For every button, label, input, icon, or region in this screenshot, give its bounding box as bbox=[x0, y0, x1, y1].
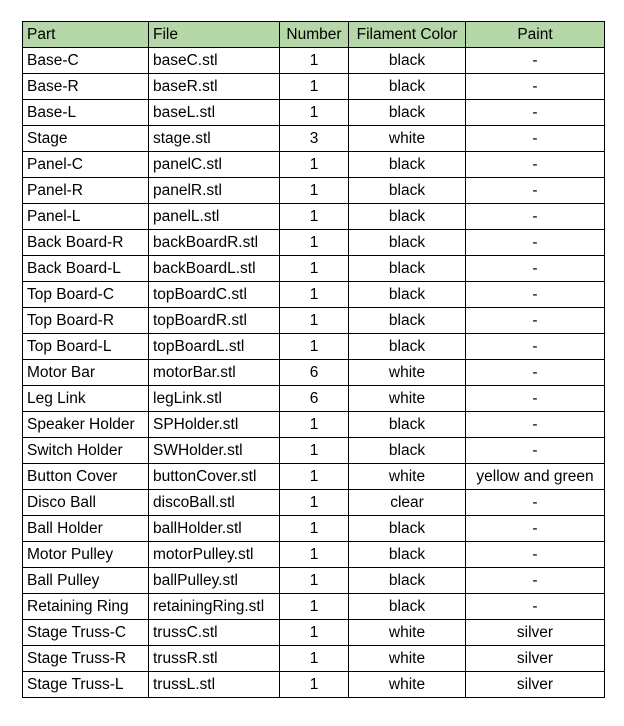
cell-filament-color: black bbox=[349, 100, 466, 126]
cell-file: topBoardL.stl bbox=[149, 334, 280, 360]
cell-number: 1 bbox=[280, 516, 349, 542]
header-filament-color: Filament Color bbox=[349, 22, 466, 48]
cell-paint: - bbox=[466, 360, 605, 386]
cell-part: Switch Holder bbox=[23, 438, 149, 464]
cell-paint: silver bbox=[466, 672, 605, 698]
cell-file: panelC.stl bbox=[149, 152, 280, 178]
cell-filament-color: black bbox=[349, 282, 466, 308]
table-row bbox=[23, 620, 605, 646]
cell-file: SWHolder.stl bbox=[149, 438, 280, 464]
cell-number: 1 bbox=[280, 230, 349, 256]
cell-paint: - bbox=[466, 308, 605, 334]
cell-paint: silver bbox=[466, 620, 605, 646]
cell-paint: - bbox=[466, 282, 605, 308]
cell-filament-color: black bbox=[349, 334, 466, 360]
cell-file: backBoardR.stl bbox=[149, 230, 280, 256]
cell-part: Top Board-L bbox=[23, 334, 149, 360]
table-row bbox=[23, 412, 605, 438]
cell-file: motorPulley.stl bbox=[149, 542, 280, 568]
cell-paint: - bbox=[466, 594, 605, 620]
table-row bbox=[23, 568, 605, 594]
cell-paint: - bbox=[466, 516, 605, 542]
cell-part: Motor Bar bbox=[23, 360, 149, 386]
cell-paint: - bbox=[466, 178, 605, 204]
header-file: File bbox=[149, 22, 280, 48]
cell-part: Disco Ball bbox=[23, 490, 149, 516]
cell-part: Panel-R bbox=[23, 178, 149, 204]
cell-filament-color: black bbox=[349, 256, 466, 282]
cell-file: panelR.stl bbox=[149, 178, 280, 204]
cell-number: 1 bbox=[280, 646, 349, 672]
table-row bbox=[23, 386, 605, 412]
cell-part: Back Board-R bbox=[23, 230, 149, 256]
cell-file: baseC.stl bbox=[149, 48, 280, 74]
table-row bbox=[23, 542, 605, 568]
cell-paint: - bbox=[466, 74, 605, 100]
cell-filament-color: black bbox=[349, 516, 466, 542]
cell-paint: - bbox=[466, 334, 605, 360]
cell-paint: - bbox=[466, 386, 605, 412]
cell-part: Base-L bbox=[23, 100, 149, 126]
cell-number: 1 bbox=[280, 256, 349, 282]
cell-paint: - bbox=[466, 48, 605, 74]
cell-filament-color: black bbox=[349, 152, 466, 178]
cell-number: 1 bbox=[280, 308, 349, 334]
cell-part: Base-C bbox=[23, 48, 149, 74]
cell-part: Top Board-C bbox=[23, 282, 149, 308]
cell-paint: yellow and green bbox=[466, 464, 605, 490]
table-row bbox=[23, 152, 605, 178]
cell-file: buttonCover.stl bbox=[149, 464, 280, 490]
cell-filament-color: white bbox=[349, 464, 466, 490]
cell-part: Ball Pulley bbox=[23, 568, 149, 594]
cell-number: 1 bbox=[280, 672, 349, 698]
cell-number: 1 bbox=[280, 412, 349, 438]
cell-part: Button Cover bbox=[23, 464, 149, 490]
header-number: Number bbox=[280, 22, 349, 48]
cell-number: 1 bbox=[280, 620, 349, 646]
cell-paint: - bbox=[466, 204, 605, 230]
cell-filament-color: black bbox=[349, 74, 466, 100]
cell-number: 1 bbox=[280, 438, 349, 464]
cell-file: stage.stl bbox=[149, 126, 280, 152]
cell-number: 6 bbox=[280, 386, 349, 412]
table-row bbox=[23, 74, 605, 100]
cell-number: 1 bbox=[280, 204, 349, 230]
parts-table bbox=[22, 21, 605, 698]
cell-file: ballHolder.stl bbox=[149, 516, 280, 542]
cell-filament-color: white bbox=[349, 620, 466, 646]
cell-file: topBoardC.stl bbox=[149, 282, 280, 308]
cell-paint: - bbox=[466, 438, 605, 464]
table-row bbox=[23, 438, 605, 464]
cell-file: ballPulley.stl bbox=[149, 568, 280, 594]
cell-file: baseR.stl bbox=[149, 74, 280, 100]
cell-number: 1 bbox=[280, 594, 349, 620]
cell-part: Retaining Ring bbox=[23, 594, 149, 620]
table-row bbox=[23, 646, 605, 672]
cell-part: Back Board-L bbox=[23, 256, 149, 282]
cell-number: 1 bbox=[280, 100, 349, 126]
cell-number: 3 bbox=[280, 126, 349, 152]
cell-filament-color: black bbox=[349, 542, 466, 568]
table-row bbox=[23, 308, 605, 334]
cell-number: 1 bbox=[280, 542, 349, 568]
cell-file: SPHolder.stl bbox=[149, 412, 280, 438]
table-row bbox=[23, 672, 605, 698]
cell-file: retainingRing.stl bbox=[149, 594, 280, 620]
cell-filament-color: black bbox=[349, 204, 466, 230]
cell-filament-color: black bbox=[349, 412, 466, 438]
cell-filament-color: white bbox=[349, 386, 466, 412]
cell-part: Ball Holder bbox=[23, 516, 149, 542]
table-row bbox=[23, 48, 605, 74]
cell-part: Leg Link bbox=[23, 386, 149, 412]
cell-file: topBoardR.stl bbox=[149, 308, 280, 334]
cell-filament-color: white bbox=[349, 360, 466, 386]
header-row bbox=[23, 22, 605, 48]
cell-filament-color: black bbox=[349, 568, 466, 594]
cell-number: 1 bbox=[280, 178, 349, 204]
cell-filament-color: black bbox=[349, 178, 466, 204]
cell-paint: - bbox=[466, 100, 605, 126]
cell-number: 1 bbox=[280, 568, 349, 594]
cell-file: panelL.stl bbox=[149, 204, 280, 230]
cell-filament-color: white bbox=[349, 646, 466, 672]
table-row bbox=[23, 178, 605, 204]
cell-number: 1 bbox=[280, 334, 349, 360]
cell-part: Motor Pulley bbox=[23, 542, 149, 568]
cell-paint: - bbox=[466, 126, 605, 152]
table-row bbox=[23, 256, 605, 282]
parts-sheet bbox=[22, 21, 605, 698]
cell-paint: - bbox=[466, 412, 605, 438]
cell-number: 1 bbox=[280, 464, 349, 490]
header-paint: Paint bbox=[466, 22, 605, 48]
cell-number: 1 bbox=[280, 282, 349, 308]
cell-file: motorBar.stl bbox=[149, 360, 280, 386]
table-row bbox=[23, 516, 605, 542]
cell-paint: - bbox=[466, 542, 605, 568]
cell-file: trussL.stl bbox=[149, 672, 280, 698]
cell-file: trussC.stl bbox=[149, 620, 280, 646]
table-row bbox=[23, 464, 605, 490]
header-part: Part bbox=[23, 22, 149, 48]
cell-file: legLink.stl bbox=[149, 386, 280, 412]
cell-part: Panel-C bbox=[23, 152, 149, 178]
cell-number: 1 bbox=[280, 152, 349, 178]
cell-filament-color: black bbox=[349, 48, 466, 74]
cell-part: Panel-L bbox=[23, 204, 149, 230]
cell-part: Speaker Holder bbox=[23, 412, 149, 438]
table-body bbox=[23, 48, 605, 698]
cell-part: Stage bbox=[23, 126, 149, 152]
cell-part: Stage Truss-R bbox=[23, 646, 149, 672]
cell-paint: - bbox=[466, 152, 605, 178]
cell-number: 1 bbox=[280, 490, 349, 516]
cell-number: 6 bbox=[280, 360, 349, 386]
table-row bbox=[23, 360, 605, 386]
cell-file: baseL.stl bbox=[149, 100, 280, 126]
table-row bbox=[23, 334, 605, 360]
cell-number: 1 bbox=[280, 48, 349, 74]
cell-file: discoBall.stl bbox=[149, 490, 280, 516]
table-row bbox=[23, 282, 605, 308]
cell-paint: - bbox=[466, 568, 605, 594]
table-row bbox=[23, 204, 605, 230]
cell-filament-color: clear bbox=[349, 490, 466, 516]
table-row bbox=[23, 100, 605, 126]
cell-filament-color: black bbox=[349, 308, 466, 334]
cell-filament-color: black bbox=[349, 438, 466, 464]
cell-filament-color: black bbox=[349, 594, 466, 620]
cell-number: 1 bbox=[280, 74, 349, 100]
cell-paint: - bbox=[466, 256, 605, 282]
cell-file: backBoardL.stl bbox=[149, 256, 280, 282]
cell-paint: - bbox=[466, 230, 605, 256]
cell-part: Stage Truss-L bbox=[23, 672, 149, 698]
cell-filament-color: black bbox=[349, 230, 466, 256]
cell-paint: silver bbox=[466, 646, 605, 672]
cell-part: Base-R bbox=[23, 74, 149, 100]
table-row bbox=[23, 126, 605, 152]
table-row bbox=[23, 230, 605, 256]
cell-filament-color: white bbox=[349, 126, 466, 152]
cell-paint: - bbox=[466, 490, 605, 516]
table-row bbox=[23, 490, 605, 516]
cell-file: trussR.stl bbox=[149, 646, 280, 672]
cell-part: Stage Truss-C bbox=[23, 620, 149, 646]
cell-filament-color: white bbox=[349, 672, 466, 698]
cell-part: Top Board-R bbox=[23, 308, 149, 334]
table-row bbox=[23, 594, 605, 620]
